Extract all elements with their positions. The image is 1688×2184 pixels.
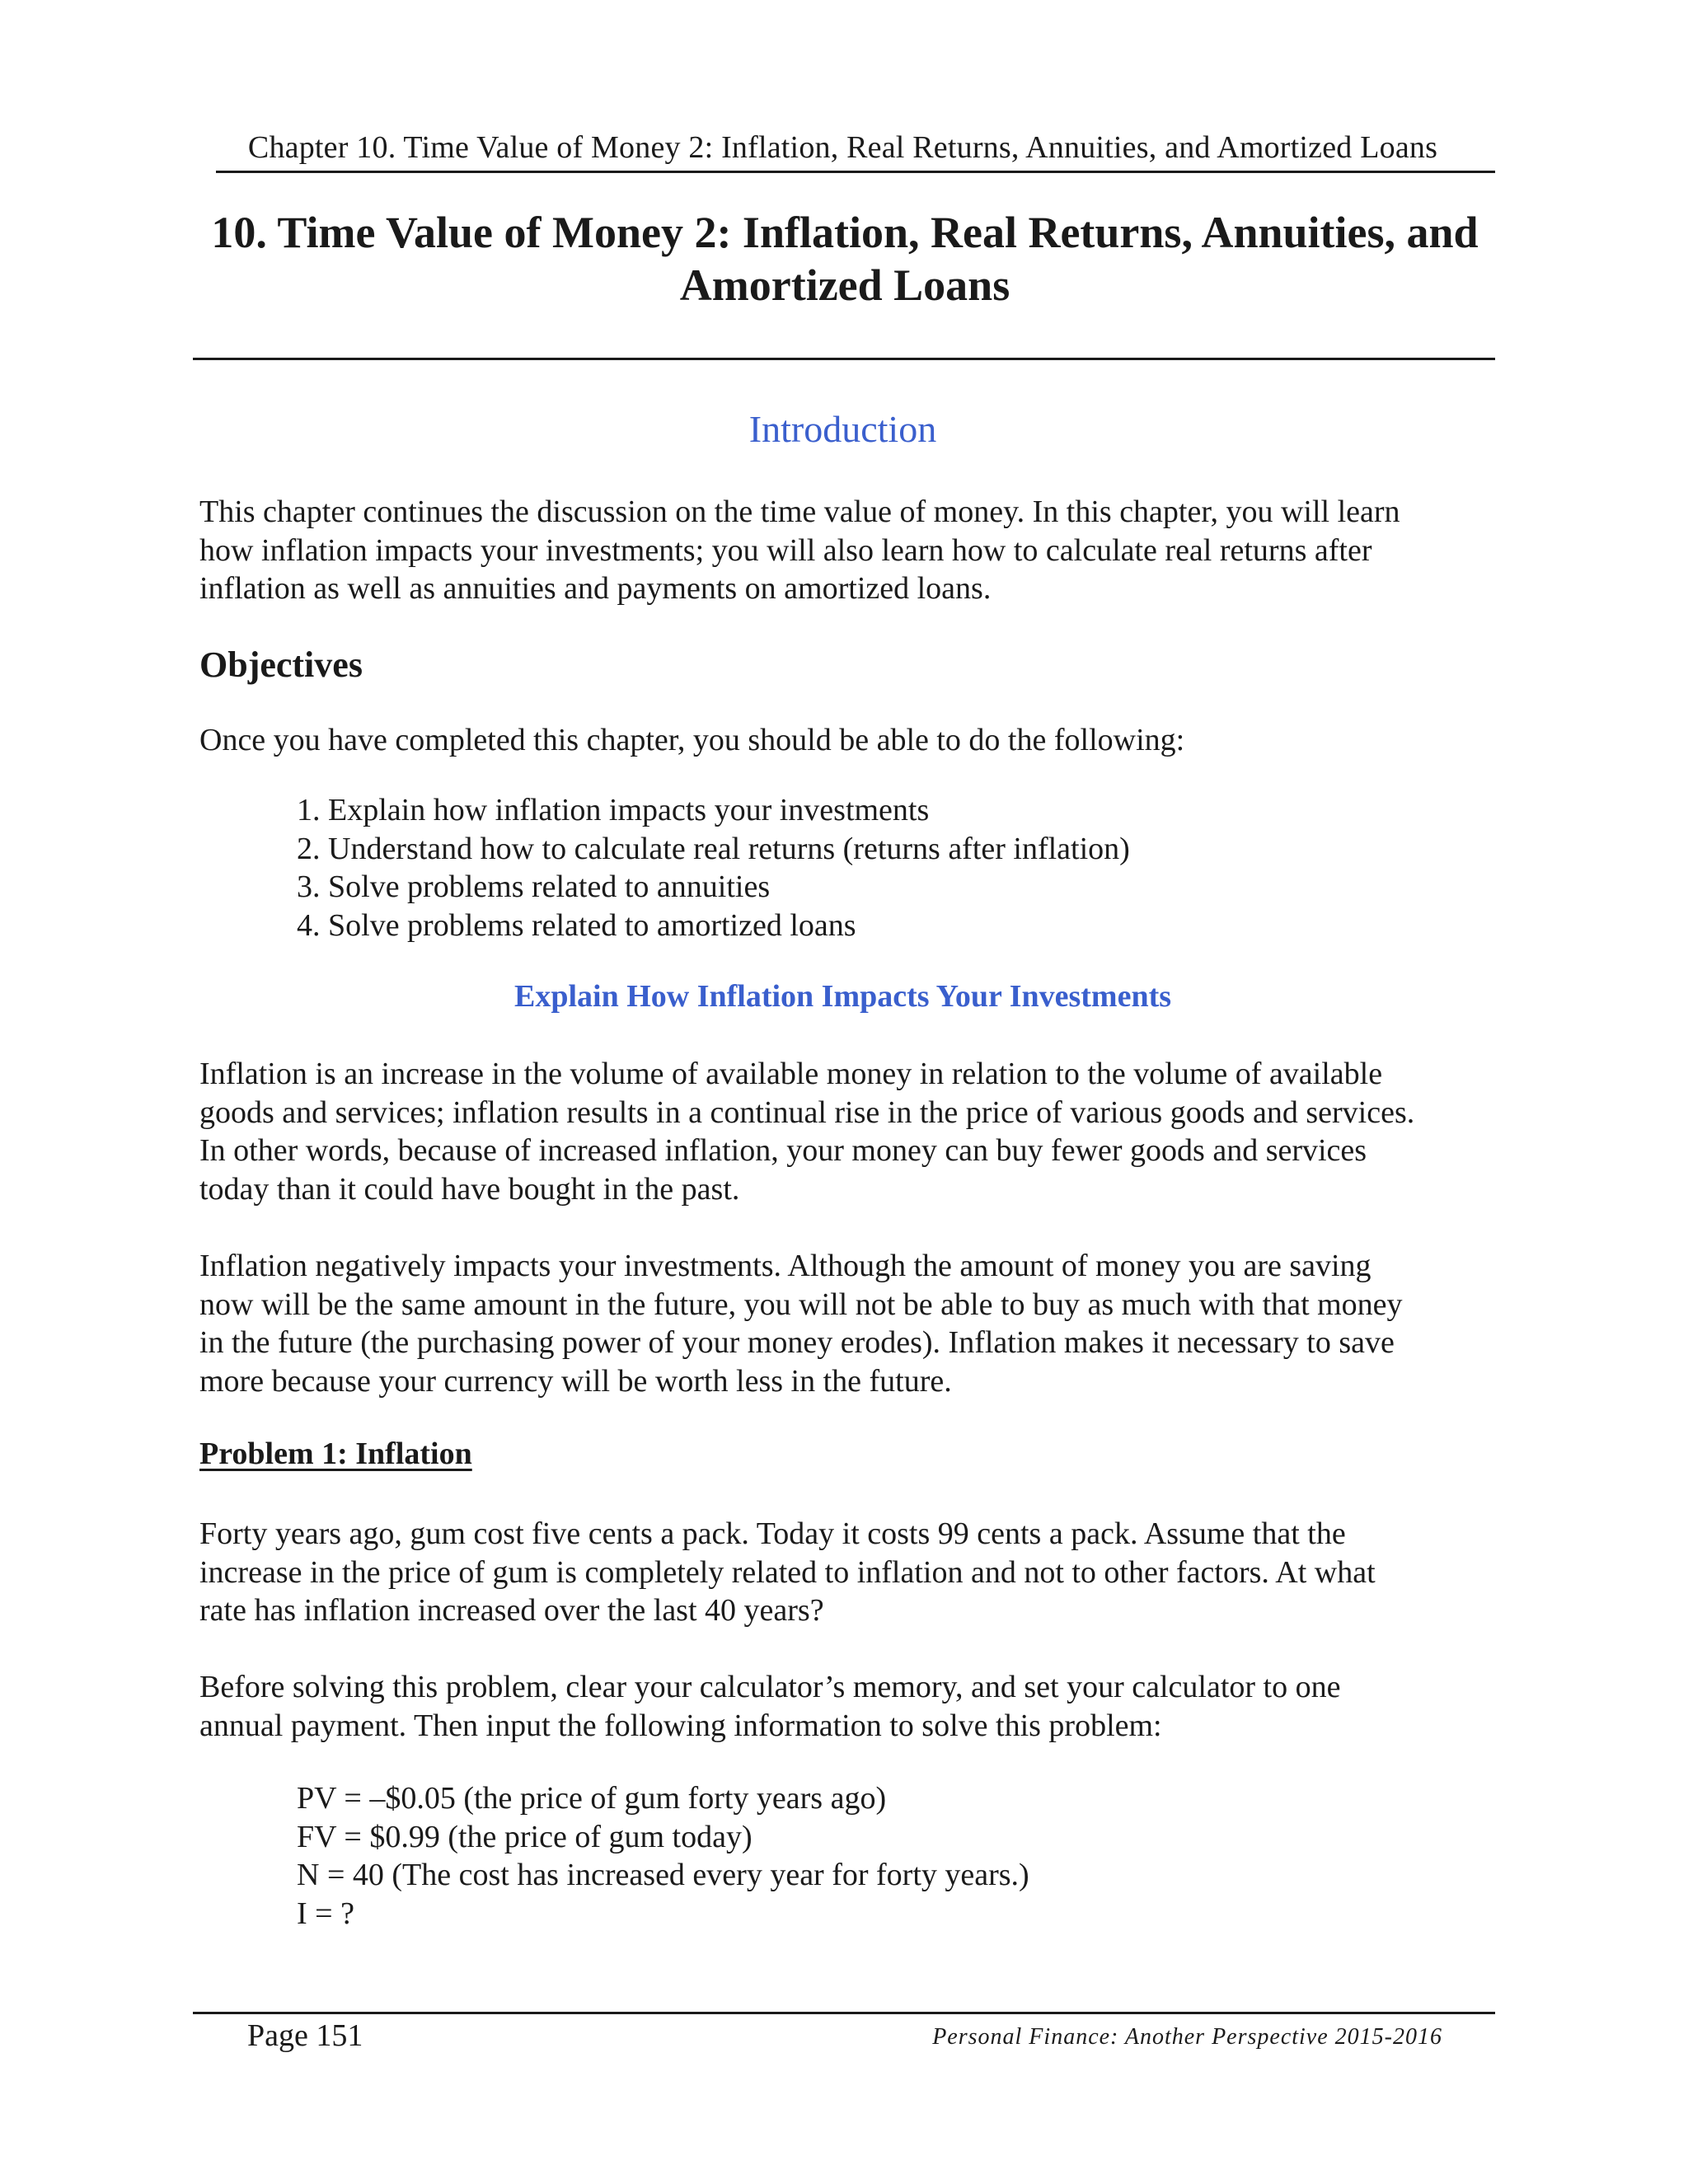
inflation-paragraph-1 <box>199 1055 1485 1208</box>
objectives-list <box>297 791 1130 944</box>
running-header: Chapter 10. Time Value of Money 2: Inflation, Real Returns, Annuities, and Amortized Loans <box>247 130 1438 165</box>
introduction-heading: Introduction <box>748 408 937 450</box>
chapter-title <box>202 206 1488 312</box>
calculator-inputs <box>297 1779 1029 1933</box>
title-rule <box>193 358 1495 360</box>
objectives-heading: Objectives <box>199 644 363 685</box>
book-title: Personal Finance: Another Perspective 2015-2016 <box>932 2024 1442 2050</box>
page-number: Page 151 <box>247 2018 363 2053</box>
chapter-title-line-1: 10. Time Value of Money 2: Inflation, Real Returns, Annuities, and <box>211 208 1479 257</box>
problem-1-paragraph-2 <box>199 1668 1485 1745</box>
paragraph-line: In other words, because of increased inflation, your money can buy fewer goods and services <box>199 1133 1367 1168</box>
paragraph-line: Inflation is an increase in the volume of available money in relation to the volume of available <box>199 1057 1383 1091</box>
paragraph-line: Before solving this problem, clear your calculator’s memory, and set your calculator to one <box>199 1670 1341 1704</box>
list-item: 1. Explain how inflation impacts your investments <box>297 793 930 827</box>
paragraph-line: Once you have completed this chapter, you should be able to do the following: <box>199 723 1185 757</box>
paragraph-line: in the future (the purchasing power of your money erodes). Inflation makes it necessary to save <box>199 1325 1395 1360</box>
paragraph-line: today than it could have bought in the past. <box>199 1171 740 1207</box>
paragraph-line: inflation as well as annuities and payments on amortized loans. <box>199 571 992 606</box>
header-rule <box>216 171 1495 173</box>
inflation-section-heading: Explain How Inflation Impacts Your Investments <box>513 979 1172 1014</box>
list-item: 4. Solve problems related to amortized loans <box>297 907 856 943</box>
paragraph-line: goods and services; inflation results in a continual rise in the price of various goods and services. <box>199 1094 1415 1130</box>
input-line: FV = $0.99 (the price of gum today) <box>297 1819 753 1854</box>
objectives-intro <box>199 721 1485 760</box>
list-item: 3. Solve problems related to annuities <box>297 869 771 904</box>
inflation-paragraph-2 <box>199 1247 1485 1400</box>
paragraph-line: Inflation negatively impacts your investments. Although the amount of money you are saving <box>199 1249 1372 1283</box>
problem-1-heading: Problem 1: Inflation <box>199 1436 472 1471</box>
list-item: 2. Understand how to calculate real returns (returns after inflation) <box>297 831 1130 866</box>
paragraph-line: increase in the price of gum is completely related to inflation and not to other factors. At what <box>199 1554 1376 1590</box>
problem-1-paragraph-1 <box>199 1515 1485 1630</box>
paragraph-line: now will be the same amount in the future, you will not be able to buy as much with that money <box>199 1286 1403 1322</box>
chapter-title-line-2: Amortized Loans <box>679 260 1010 310</box>
paragraph-line: Forty years ago, gum cost five cents a pack. Today it costs 99 cents a pack. Assume that the <box>199 1516 1346 1551</box>
input-line: N = 40 (The cost has increased every year for forty years.) <box>297 1858 1029 1892</box>
footer-rule <box>193 2012 1495 2014</box>
paragraph-line: This chapter continues the discussion on the time value of money. In this chapter, you will learn <box>199 494 1400 529</box>
input-line: PV = –$0.05 (the price of gum forty years ago) <box>297 1781 887 1816</box>
paragraph-line: rate has inflation increased over the last 40 years? <box>199 1593 824 1628</box>
introduction-paragraph <box>199 493 1485 608</box>
paragraph-line: annual payment. Then input the following information to solve this problem: <box>199 1708 1162 1743</box>
paragraph-line: how inflation impacts your investments; you will also learn how to calculate real returns after <box>199 532 1372 568</box>
paragraph-line: more because your currency will be worth less in the future. <box>199 1363 952 1399</box>
input-line: I = ? <box>297 1896 354 1931</box>
